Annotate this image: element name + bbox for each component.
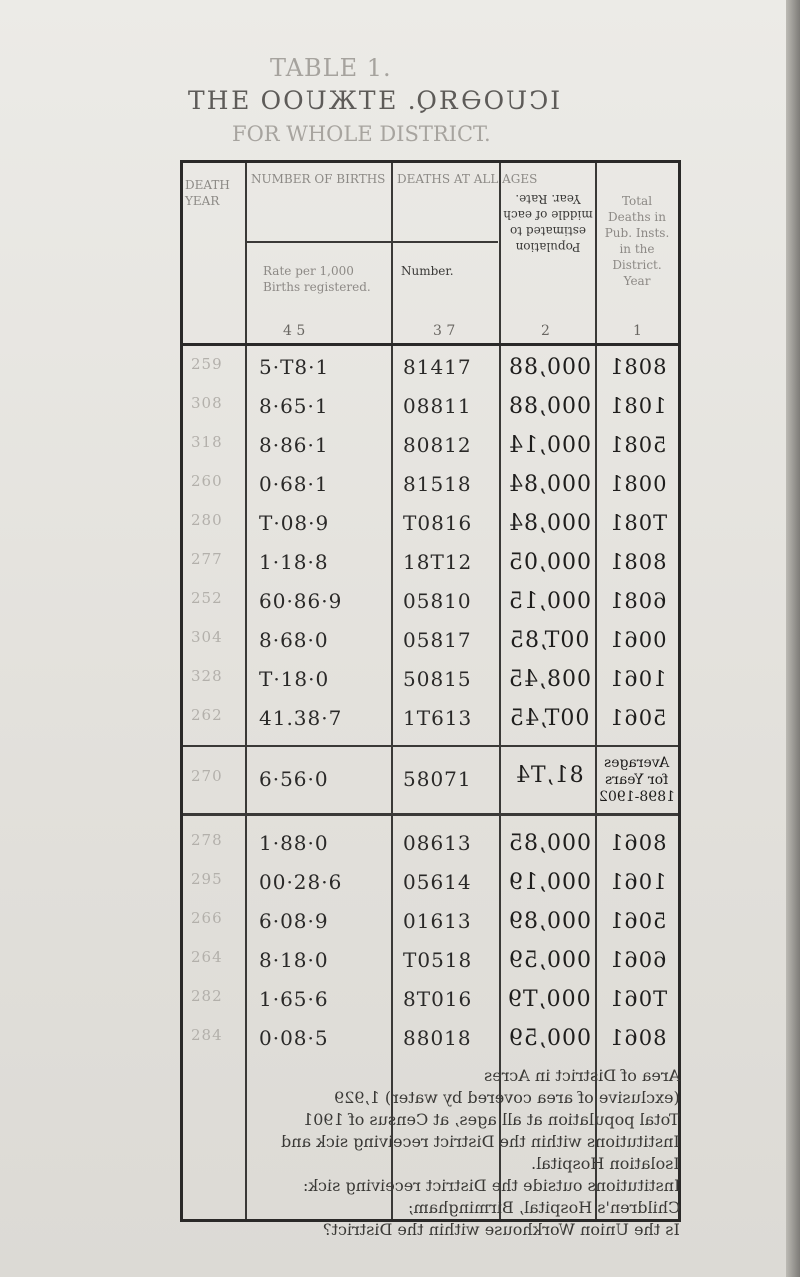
row-year-text: 1061	[609, 870, 667, 894]
row-population	[503, 909, 595, 934]
table-row	[183, 394, 678, 424]
row-population-text: 000,88	[507, 355, 591, 380]
row-rate: 1·88·0	[259, 831, 329, 855]
row-year-fragment: 262	[191, 706, 223, 724]
row-year-fragment: 264	[191, 948, 223, 966]
header-rule	[245, 241, 498, 243]
row-rate: 8·86·1	[259, 433, 329, 457]
row-rate: 1·65·6	[259, 987, 329, 1011]
row-population	[503, 628, 595, 653]
note-text: (exclusive of area covered by water) 1,929	[334, 1088, 680, 1107]
note-text: Institutions outside the District receiving sick:	[302, 1176, 680, 1195]
avg-label-line: for Years	[605, 772, 669, 788]
row-rate: 00·28·6	[259, 870, 343, 894]
note-text: Total population at all ages, at Census of 1901	[303, 1110, 680, 1129]
row-population-text: 000,T9	[507, 987, 591, 1012]
row-number: 81518	[403, 472, 472, 496]
page-edge-shadow	[786, 0, 800, 1277]
row-number: 05614	[403, 870, 472, 894]
row-year-fragment: 278	[191, 831, 223, 849]
row-rate: T·08·9	[259, 511, 330, 535]
table-row	[183, 870, 678, 900]
row-year-fragment: 252	[191, 589, 223, 607]
row-year-text: 6061	[609, 948, 667, 972]
table-row	[183, 1026, 678, 1056]
avg-population-text: 81,T4	[514, 763, 584, 788]
row-population	[503, 589, 595, 614]
row-population	[503, 870, 595, 895]
col3-header-text: Population estimated to middle of each Year. Rate.	[503, 192, 593, 254]
row-population	[503, 433, 595, 458]
row-year	[601, 667, 675, 691]
table-title-text: ICUOƏЯQ. ƎTЖUOO ƎHT	[186, 86, 561, 115]
row-year-text: 1081	[609, 394, 667, 418]
row-year-text: 5081	[609, 433, 667, 457]
row-year	[601, 355, 675, 379]
row-population-text: 00T,85	[508, 628, 590, 653]
row-year	[601, 1026, 675, 1050]
row-year-fragment: 295	[191, 870, 223, 888]
average-bottom-rule	[183, 813, 678, 816]
row-year	[601, 472, 675, 496]
row-year-fragment: 277	[191, 550, 223, 568]
row-year	[601, 831, 675, 855]
row-population-text: 000,89	[507, 909, 591, 934]
col2-number: 3 7	[433, 323, 456, 339]
note-line	[210, 1176, 680, 1195]
note-text: Area of District in Acres	[483, 1066, 680, 1085]
table-row	[183, 355, 678, 385]
row-number: 88018	[403, 1026, 472, 1050]
col1-number: 4 5	[283, 323, 306, 339]
row-year	[601, 628, 675, 652]
col2-header-top: DEATHS AT ALL AGES	[397, 172, 538, 186]
row-year-text: 0061	[609, 628, 667, 652]
row-year-fragment: 284	[191, 1026, 223, 1044]
row-year-text: 8081	[609, 550, 667, 574]
row-year	[601, 706, 675, 730]
avg-label-line: Averages	[604, 755, 670, 771]
col3-number: 2	[541, 323, 550, 339]
table-row	[183, 831, 678, 861]
row-population-text: 000,88	[507, 394, 591, 419]
table-title	[186, 86, 560, 115]
row-rate: 8·68·0	[259, 628, 329, 652]
table-row	[183, 948, 678, 978]
row-year-fragment: 259	[191, 355, 223, 373]
row-rate: 8·18·0	[259, 948, 329, 972]
row-population	[503, 355, 595, 380]
col1-header-bottom: Rate per 1,000 Births registered.	[263, 264, 371, 294]
row-population	[503, 472, 595, 497]
table-row	[183, 472, 678, 502]
row-year-text: 8061	[609, 831, 667, 855]
col4-header: Total Deaths in Pub. Insts. in the District. Year	[604, 194, 670, 288]
table-row	[183, 987, 678, 1017]
row-population	[503, 987, 595, 1012]
row-year-fragment: 280	[191, 511, 223, 529]
row-year-text: 5061	[609, 909, 667, 933]
row-population-text: 008,45	[507, 667, 591, 692]
row-rate: T·18·0	[259, 667, 330, 691]
note-line	[210, 1198, 680, 1217]
row-year	[601, 987, 675, 1011]
row-year-text: T061	[608, 987, 668, 1011]
average-row	[183, 753, 678, 811]
row-year	[601, 394, 675, 418]
row-year-text: 5061	[609, 706, 667, 730]
avg-population	[503, 763, 595, 788]
note-text: Is the Union Workhouse within the District?	[323, 1220, 680, 1239]
table-subtitle: FOR WHOLE DISTRICT.	[232, 122, 491, 146]
table-row	[183, 511, 678, 541]
row-year-fragment: 308	[191, 394, 223, 412]
row-year-text: 8061	[609, 1026, 667, 1050]
note-line	[210, 1110, 680, 1129]
row-year-fragment: 328	[191, 667, 223, 685]
row-year-fragment: 318	[191, 433, 223, 451]
row-number: 05817	[403, 628, 472, 652]
row-population	[503, 550, 595, 575]
row-population-text: 000,15	[507, 589, 591, 614]
row-year-fragment: 304	[191, 628, 223, 646]
row-population-text: 000,84	[507, 511, 591, 536]
avg-years-label	[599, 755, 675, 806]
row-number: 08613	[403, 831, 472, 855]
row-population-text: 000,19	[507, 870, 591, 895]
note-line	[210, 1088, 680, 1107]
table-row	[183, 909, 678, 939]
row-number: T0816	[403, 511, 473, 535]
col0-header: DEATH YEAR	[185, 178, 230, 208]
row-number: 50815	[403, 667, 472, 691]
header-bottom-rule	[183, 343, 678, 346]
row-year-text: 1061	[609, 667, 667, 691]
row-year	[601, 948, 675, 972]
row-year	[601, 909, 675, 933]
row-number: 08811	[403, 394, 472, 418]
table-row	[183, 667, 678, 697]
row-population	[503, 667, 595, 692]
table-row	[183, 628, 678, 658]
row-number: 8T016	[403, 987, 473, 1011]
row-number: 81417	[403, 355, 472, 379]
note-line	[210, 1132, 680, 1151]
col3-header	[503, 191, 593, 255]
average-top-rule	[183, 745, 678, 747]
row-year	[601, 433, 675, 457]
row-rate: 60·86·9	[259, 589, 343, 613]
row-number: 80812	[403, 433, 472, 457]
row-population	[503, 831, 595, 856]
row-number: 1T613	[403, 706, 473, 730]
table-row	[183, 589, 678, 619]
row-population	[503, 948, 595, 973]
row-rate: 5·T8·1	[259, 355, 330, 379]
col1-header-top: NUMBER OF BIRTHS	[251, 172, 386, 186]
avg-rate: 6·56·0	[259, 767, 329, 791]
note-line	[210, 1154, 680, 1173]
row-population	[503, 511, 595, 536]
row-rate: 41.38·7	[259, 706, 343, 730]
note-text: Children's Hospital, Birmingham;	[407, 1198, 680, 1217]
row-year-text: 0081	[609, 472, 667, 496]
row-rate: 1·18·8	[259, 550, 329, 574]
row-year-text: 8081	[609, 355, 667, 379]
row-year-fragment: 282	[191, 987, 223, 1005]
row-population-text: 000,84	[507, 472, 591, 497]
table-row	[183, 433, 678, 463]
row-population-text: 000,59	[507, 948, 591, 973]
row-population	[503, 1026, 595, 1051]
row-number: 05810	[403, 589, 472, 613]
row-rate: 8·65·1	[259, 394, 329, 418]
row-year	[601, 870, 675, 894]
row-population-text: 00T,45	[508, 706, 590, 731]
row-number: 01613	[403, 909, 472, 933]
avg-year-fragment: 270	[191, 767, 223, 785]
row-year-fragment: 260	[191, 472, 223, 490]
note-line	[210, 1066, 680, 1085]
statistics-table	[180, 160, 681, 1222]
row-population-text: 000,85	[507, 831, 591, 856]
row-rate: 0·68·1	[259, 472, 329, 496]
table-row	[183, 706, 678, 736]
note-line	[210, 1220, 680, 1239]
row-number: 18T12	[403, 550, 473, 574]
row-population	[503, 706, 595, 731]
row-number: T0518	[403, 948, 473, 972]
row-year-text: 6081	[609, 589, 667, 613]
col4-number: 1	[633, 323, 642, 339]
table-row	[183, 550, 678, 580]
row-population-text: 000,05	[507, 550, 591, 575]
avg-number: 58071	[403, 767, 472, 791]
row-rate: 6·08·9	[259, 909, 329, 933]
row-year-text: T081	[608, 511, 668, 535]
table-label: TABLE 1.	[270, 54, 392, 82]
row-year	[601, 550, 675, 574]
col2-header-bottom: Number.	[401, 264, 454, 278]
note-text: Isolation Hospital.	[531, 1154, 680, 1173]
row-rate: 0·08·5	[259, 1026, 329, 1050]
avg-label-line: 1898-1902	[599, 789, 675, 805]
row-year-fragment: 266	[191, 909, 223, 927]
row-year	[601, 511, 675, 535]
row-year	[601, 589, 675, 613]
row-population-text: 000,59	[507, 1026, 591, 1051]
row-population	[503, 394, 595, 419]
note-text: Institutions within the District receiving sick and	[281, 1132, 680, 1151]
row-population-text: 000,14	[507, 433, 591, 458]
